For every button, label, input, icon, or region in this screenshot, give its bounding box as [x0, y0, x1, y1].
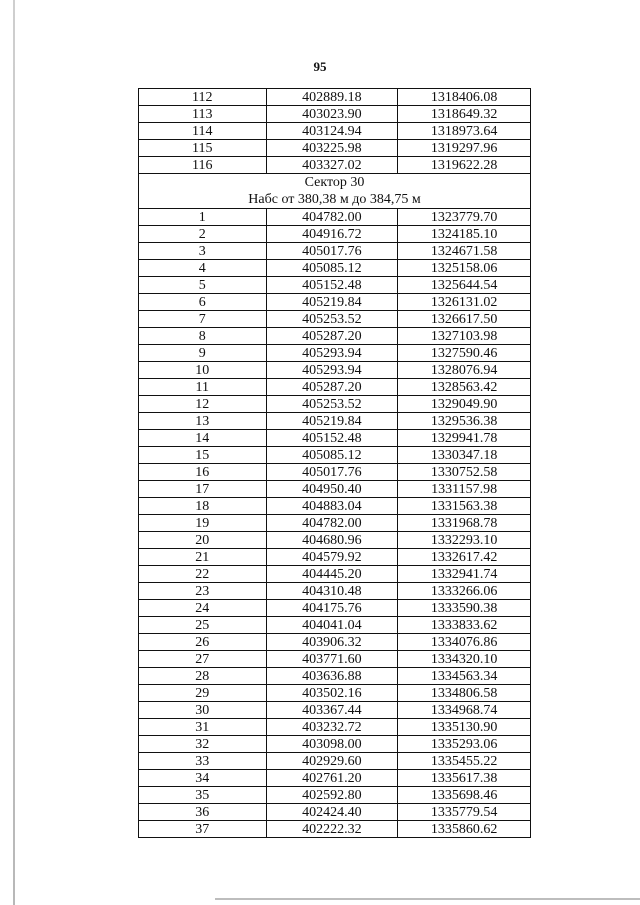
table-row	[139, 753, 531, 770]
table-row	[139, 668, 531, 685]
table-row	[139, 106, 531, 123]
point-number-cell: 116	[139, 157, 267, 174]
point-number-cell: 29	[139, 685, 267, 702]
y-coordinate-cell: 1326131.02	[398, 294, 531, 311]
table-row	[139, 413, 531, 430]
table-row	[139, 532, 531, 549]
point-number-cell: 30	[139, 702, 267, 719]
y-coordinate-cell: 1335455.22	[398, 753, 531, 770]
table-body-before-sector	[139, 89, 531, 174]
y-coordinate-cell: 1332941.74	[398, 566, 531, 583]
point-number-cell: 25	[139, 617, 267, 634]
sector-subtitle: Набс от 380,38 м до 384,75 м	[248, 192, 421, 207]
x-coordinate-cell: 405287.20	[266, 379, 398, 396]
y-coordinate-cell: 1328076.94	[398, 362, 531, 379]
point-number-cell: 4	[139, 260, 267, 277]
table-row	[139, 209, 531, 226]
table-row	[139, 685, 531, 702]
y-coordinate-cell: 1335698.46	[398, 787, 531, 804]
table-row	[139, 634, 531, 651]
x-coordinate-cell: 404916.72	[266, 226, 398, 243]
y-coordinate-cell: 1325644.54	[398, 277, 531, 294]
x-coordinate-cell: 404579.92	[266, 549, 398, 566]
point-number-cell: 6	[139, 294, 267, 311]
y-coordinate-cell: 1333266.06	[398, 583, 531, 600]
x-coordinate-cell: 403023.90	[266, 106, 398, 123]
point-number-cell: 9	[139, 345, 267, 362]
y-coordinate-cell: 1331968.78	[398, 515, 531, 532]
point-number-cell: 23	[139, 583, 267, 600]
y-coordinate-cell: 1326617.50	[398, 311, 531, 328]
y-coordinate-cell: 1327103.98	[398, 328, 531, 345]
table-row	[139, 651, 531, 668]
point-number-cell: 113	[139, 106, 267, 123]
table-row	[139, 89, 531, 106]
table-row	[139, 311, 531, 328]
point-number-cell: 12	[139, 396, 267, 413]
x-coordinate-cell: 404041.04	[266, 617, 398, 634]
page-edge	[13, 0, 15, 905]
x-coordinate-cell: 403906.32	[266, 634, 398, 651]
y-coordinate-cell: 1328563.42	[398, 379, 531, 396]
table-row	[139, 430, 531, 447]
table-row	[139, 294, 531, 311]
sector-title: Сектор 30	[304, 175, 365, 190]
x-coordinate-cell: 405152.48	[266, 277, 398, 294]
table-row	[139, 821, 531, 838]
y-coordinate-cell: 1332293.10	[398, 532, 531, 549]
point-number-cell: 36	[139, 804, 267, 821]
point-number-cell: 7	[139, 311, 267, 328]
point-number-cell: 22	[139, 566, 267, 583]
x-coordinate-cell: 405287.20	[266, 328, 398, 345]
table-row	[139, 157, 531, 174]
y-coordinate-cell: 1319622.28	[398, 157, 531, 174]
x-coordinate-cell: 404445.20	[266, 566, 398, 583]
x-coordinate-cell: 403327.02	[266, 157, 398, 174]
x-coordinate-cell: 404175.76	[266, 600, 398, 617]
x-coordinate-cell: 403232.72	[266, 719, 398, 736]
point-number-cell: 112	[139, 89, 267, 106]
x-coordinate-cell: 402761.20	[266, 770, 398, 787]
y-coordinate-cell: 1335293.06	[398, 736, 531, 753]
table-row	[139, 719, 531, 736]
x-coordinate-cell: 403124.94	[266, 123, 398, 140]
y-coordinate-cell: 1318649.32	[398, 106, 531, 123]
sector-header-cell	[139, 174, 531, 209]
point-number-cell: 5	[139, 277, 267, 294]
table-row	[139, 362, 531, 379]
table-row	[139, 770, 531, 787]
x-coordinate-cell: 403636.88	[266, 668, 398, 685]
x-coordinate-cell: 405219.84	[266, 413, 398, 430]
table-row	[139, 566, 531, 583]
point-number-cell: 15	[139, 447, 267, 464]
x-coordinate-cell: 403771.60	[266, 651, 398, 668]
point-number-cell: 16	[139, 464, 267, 481]
sector-header-group	[139, 174, 531, 209]
table-row	[139, 549, 531, 566]
point-number-cell: 114	[139, 123, 267, 140]
point-number-cell: 3	[139, 243, 267, 260]
x-coordinate-cell: 405253.52	[266, 311, 398, 328]
x-coordinate-cell: 403367.44	[266, 702, 398, 719]
table-row	[139, 481, 531, 498]
point-number-cell: 26	[139, 634, 267, 651]
point-number-cell: 20	[139, 532, 267, 549]
y-coordinate-cell: 1324185.10	[398, 226, 531, 243]
point-number-cell: 27	[139, 651, 267, 668]
point-number-cell: 35	[139, 787, 267, 804]
y-coordinate-cell: 1319297.96	[398, 140, 531, 157]
point-number-cell: 17	[139, 481, 267, 498]
table-row	[139, 515, 531, 532]
table-row	[139, 379, 531, 396]
y-coordinate-cell: 1318973.64	[398, 123, 531, 140]
table-row	[139, 702, 531, 719]
x-coordinate-cell: 405152.48	[266, 430, 398, 447]
x-coordinate-cell: 402222.32	[266, 821, 398, 838]
table-row	[139, 447, 531, 464]
table-row	[139, 328, 531, 345]
x-coordinate-cell: 405293.94	[266, 345, 398, 362]
point-number-cell: 13	[139, 413, 267, 430]
x-coordinate-cell: 404310.48	[266, 583, 398, 600]
x-coordinate-cell: 402889.18	[266, 89, 398, 106]
x-coordinate-cell: 405017.76	[266, 464, 398, 481]
point-number-cell: 14	[139, 430, 267, 447]
y-coordinate-cell: 1329536.38	[398, 413, 531, 430]
y-coordinate-cell: 1334076.86	[398, 634, 531, 651]
x-coordinate-cell: 405293.94	[266, 362, 398, 379]
y-coordinate-cell: 1335779.54	[398, 804, 531, 821]
point-number-cell: 18	[139, 498, 267, 515]
y-coordinate-cell: 1334320.10	[398, 651, 531, 668]
table-row	[139, 123, 531, 140]
x-coordinate-cell: 405253.52	[266, 396, 398, 413]
y-coordinate-cell: 1334968.74	[398, 702, 531, 719]
table-row	[139, 260, 531, 277]
y-coordinate-cell: 1329049.90	[398, 396, 531, 413]
y-coordinate-cell: 1335130.90	[398, 719, 531, 736]
point-number-cell: 33	[139, 753, 267, 770]
y-coordinate-cell: 1331157.98	[398, 481, 531, 498]
x-coordinate-cell: 402929.60	[266, 753, 398, 770]
y-coordinate-cell: 1318406.08	[398, 89, 531, 106]
point-number-cell: 10	[139, 362, 267, 379]
y-coordinate-cell: 1333590.38	[398, 600, 531, 617]
x-coordinate-cell: 404950.40	[266, 481, 398, 498]
table-row	[139, 787, 531, 804]
x-coordinate-cell: 403502.16	[266, 685, 398, 702]
table-row	[139, 396, 531, 413]
x-coordinate-cell: 404680.96	[266, 532, 398, 549]
table-row	[139, 140, 531, 157]
x-coordinate-cell: 403225.98	[266, 140, 398, 157]
table-row	[139, 600, 531, 617]
point-number-cell: 37	[139, 821, 267, 838]
table-row	[139, 345, 531, 362]
y-coordinate-cell: 1332617.42	[398, 549, 531, 566]
x-coordinate-cell: 405219.84	[266, 294, 398, 311]
table-row	[139, 277, 531, 294]
x-coordinate-cell: 405017.76	[266, 243, 398, 260]
y-coordinate-cell: 1334563.34	[398, 668, 531, 685]
y-coordinate-cell: 1330752.58	[398, 464, 531, 481]
x-coordinate-cell: 402424.40	[266, 804, 398, 821]
point-number-cell: 32	[139, 736, 267, 753]
point-number-cell: 21	[139, 549, 267, 566]
table-row	[139, 804, 531, 821]
scan-edge-line	[215, 898, 640, 900]
point-number-cell: 2	[139, 226, 267, 243]
y-coordinate-cell: 1335617.38	[398, 770, 531, 787]
y-coordinate-cell: 1330347.18	[398, 447, 531, 464]
table-row	[139, 736, 531, 753]
point-number-cell: 34	[139, 770, 267, 787]
x-coordinate-cell: 404883.04	[266, 498, 398, 515]
y-coordinate-cell: 1331563.38	[398, 498, 531, 515]
x-coordinate-cell: 405085.12	[266, 260, 398, 277]
page-number: 95	[313, 59, 327, 74]
x-coordinate-cell: 405085.12	[266, 447, 398, 464]
y-coordinate-cell: 1323779.70	[398, 209, 531, 226]
point-number-cell: 24	[139, 600, 267, 617]
y-coordinate-cell: 1324671.58	[398, 243, 531, 260]
point-number-cell: 8	[139, 328, 267, 345]
sector-header-row	[139, 174, 531, 209]
point-number-cell: 11	[139, 379, 267, 396]
y-coordinate-cell: 1329941.78	[398, 430, 531, 447]
point-number-cell: 31	[139, 719, 267, 736]
x-coordinate-cell: 404782.00	[266, 515, 398, 532]
table-row	[139, 617, 531, 634]
coordinates-table	[138, 88, 531, 838]
table-row	[139, 226, 531, 243]
table-row	[139, 464, 531, 481]
table-row	[139, 583, 531, 600]
table-row	[139, 498, 531, 515]
table-row	[139, 243, 531, 260]
y-coordinate-cell: 1333833.62	[398, 617, 531, 634]
y-coordinate-cell: 1327590.46	[398, 345, 531, 362]
table-body-sector-30	[139, 209, 531, 838]
x-coordinate-cell: 402592.80	[266, 787, 398, 804]
y-coordinate-cell: 1335860.62	[398, 821, 531, 838]
x-coordinate-cell: 403098.00	[266, 736, 398, 753]
y-coordinate-cell: 1334806.58	[398, 685, 531, 702]
x-coordinate-cell: 404782.00	[266, 209, 398, 226]
point-number-cell: 1	[139, 209, 267, 226]
point-number-cell: 28	[139, 668, 267, 685]
point-number-cell: 19	[139, 515, 267, 532]
point-number-cell: 115	[139, 140, 267, 157]
y-coordinate-cell: 1325158.06	[398, 260, 531, 277]
